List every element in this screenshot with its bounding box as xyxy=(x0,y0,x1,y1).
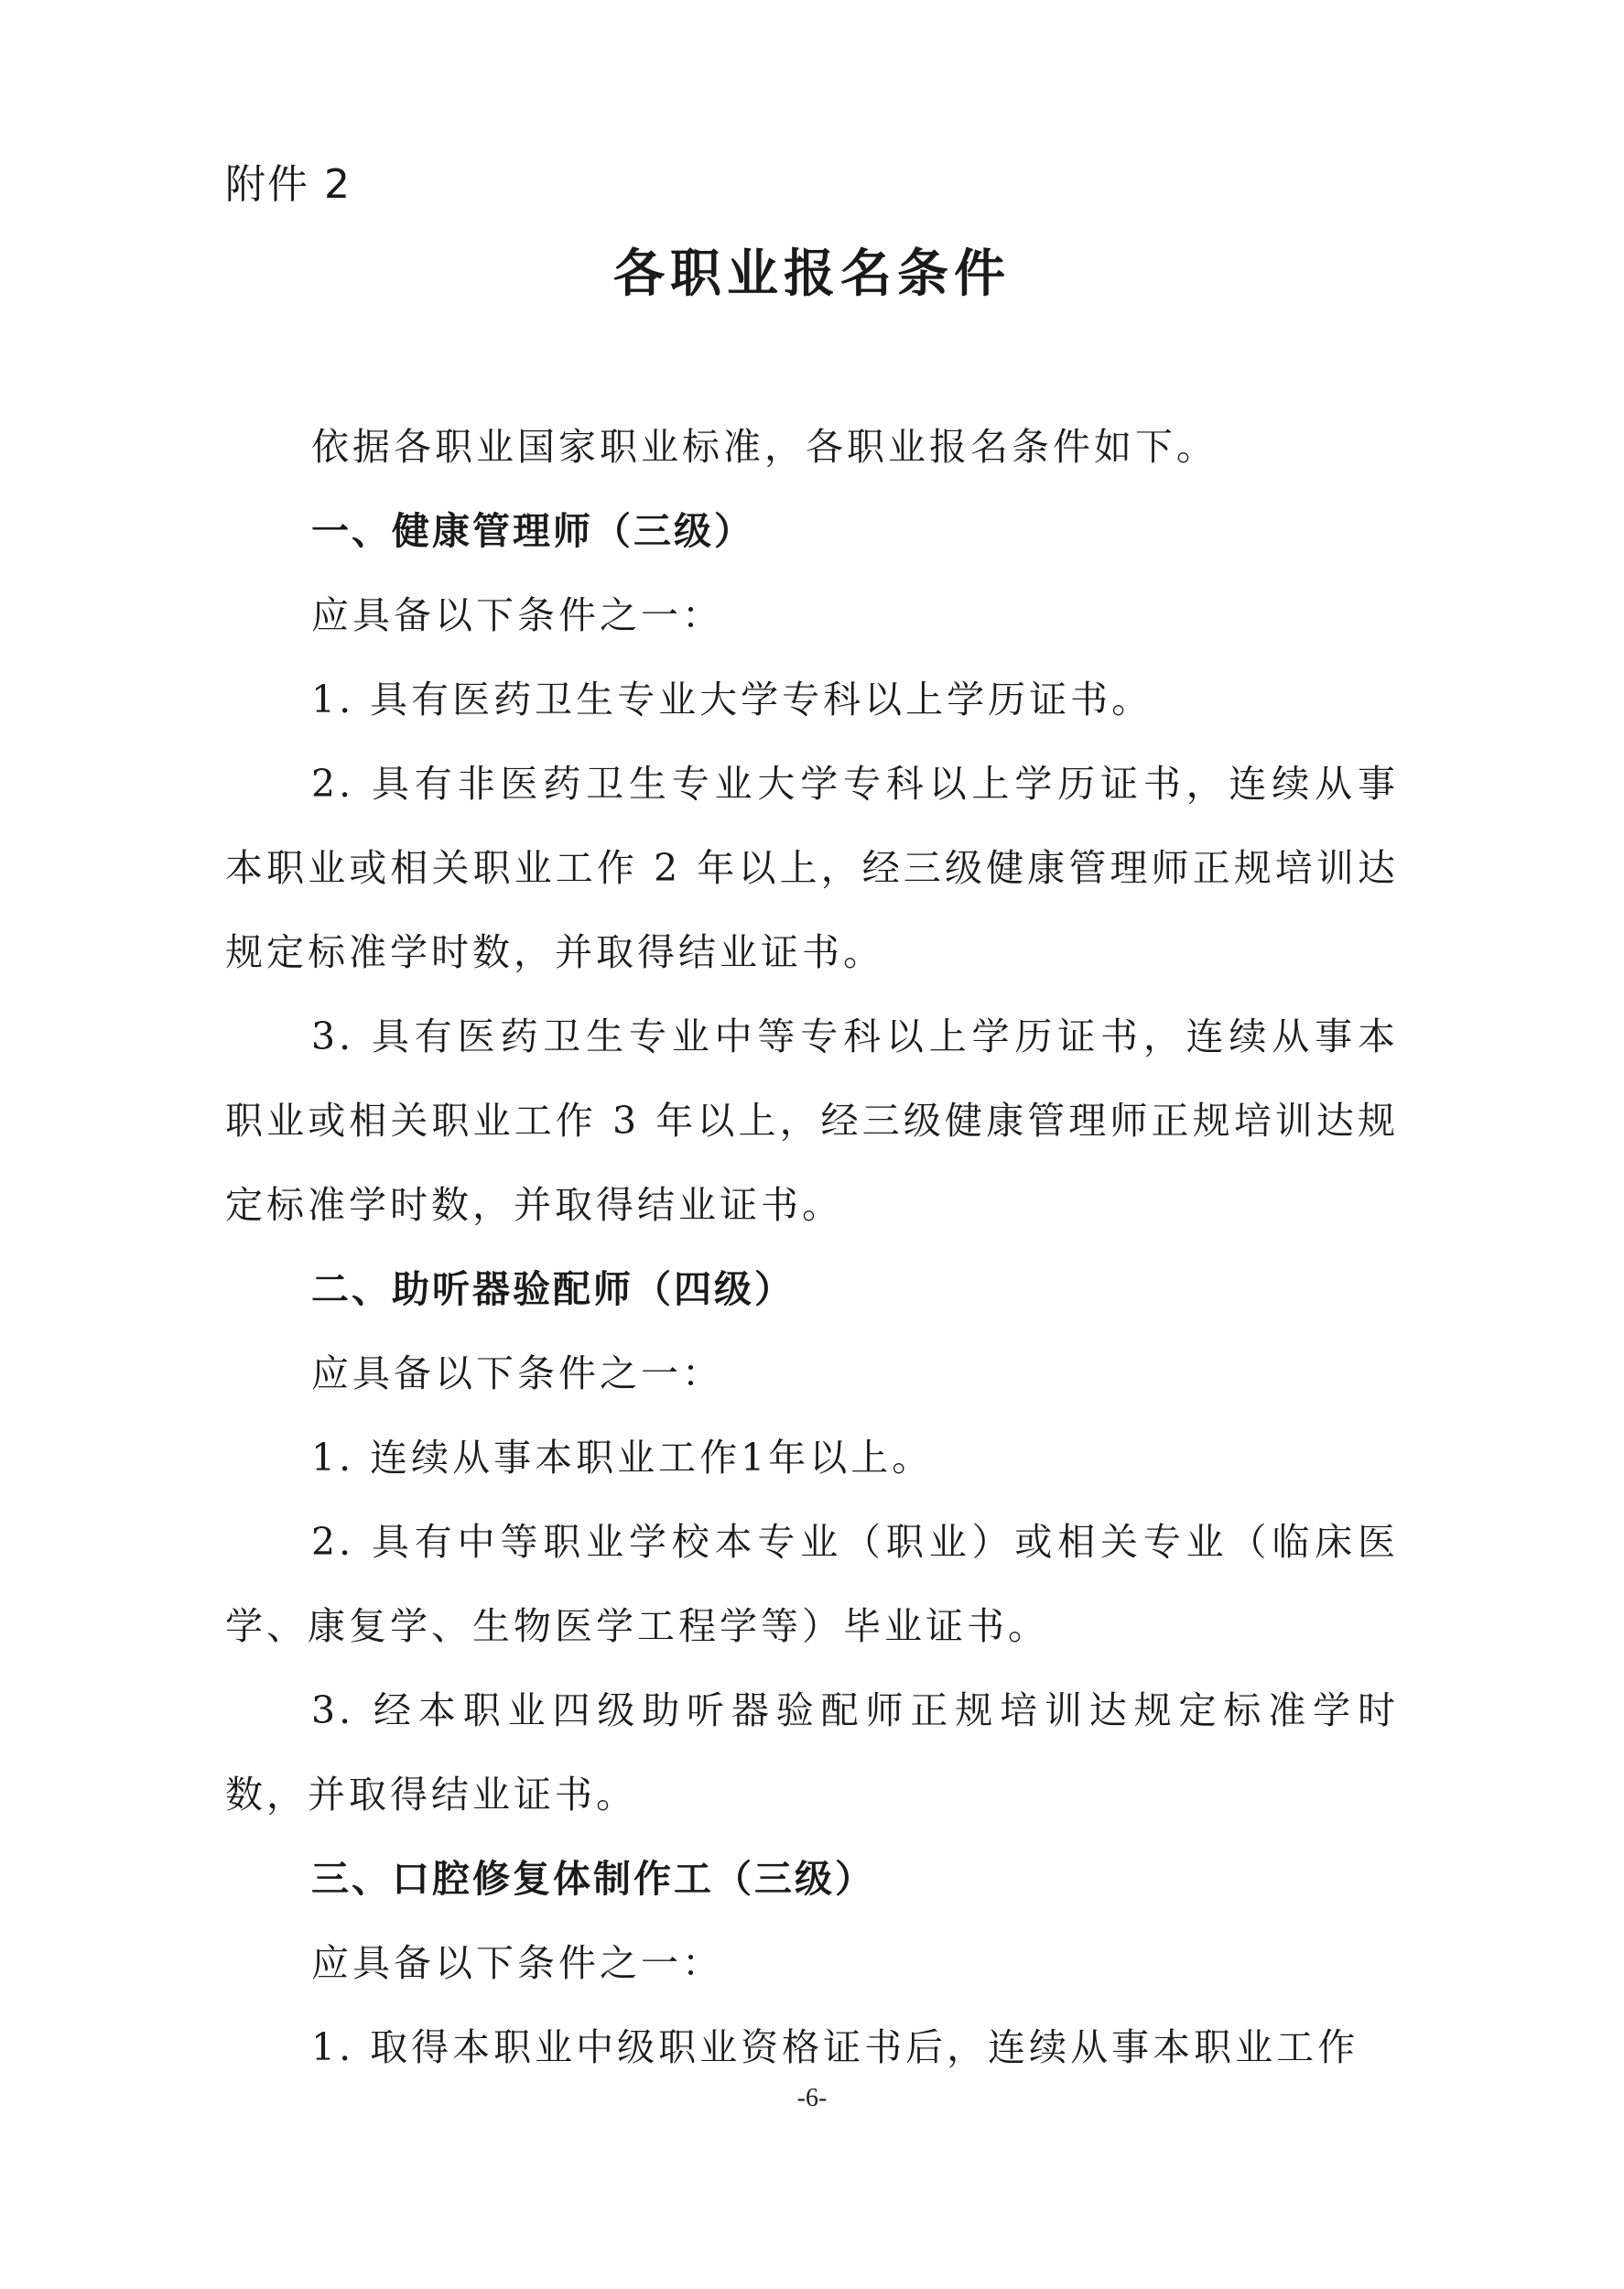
document-body xyxy=(225,405,1399,2089)
section-lead: 应具备以下条件之一： xyxy=(311,1941,723,1985)
section-lead: 应具备以下条件之一： xyxy=(311,593,723,637)
condition-item: 3. 经本职业四级助听器验配师正规培训达规定标准学时数，并取得结业证书。 xyxy=(225,1688,1399,1817)
annex-label: 附件 2 xyxy=(225,161,352,208)
condition-item: 1. 取得本职业中级职业资格证书后，连续从事本职业工作 xyxy=(311,2025,1359,2069)
section-heading-hearing-aid-fitter: 二、助听器验配师（四级） xyxy=(311,1267,795,1311)
condition-item: 2. 具有非医药卫生专业大学专科以上学历证书，连续从事本职业或相关职业工作 2 年以上，经三级健康管理师正规培训达规定标准学时数，并取得结业证书。 xyxy=(225,762,1399,974)
section-heading-dental-prosthesis-maker: 三、口腔修复体制作工（三级） xyxy=(311,1857,875,1901)
condition-item: 1. 连续从事本职业工作1年以上。 xyxy=(311,1436,934,1480)
page-number: -6- xyxy=(796,2084,828,2112)
condition-item: 1. 具有医药卫生专业大学专科以上学历证书。 xyxy=(311,678,1153,721)
document-title: 各职业报名条件 xyxy=(613,244,1011,304)
condition-item: 2. 具有中等职业学校本专业（职业）或相关专业（临床医学、康复学、生物医学工程学等）毕业证书。 xyxy=(225,1520,1399,1648)
condition-item: 3. 具有医药卫生专业中等专科以上学历证书，连续从事本职业或相关职业工作 3 年以上，经三级健康管理师正规培训达规定标准学时数，并取得结业证书。 xyxy=(225,1014,1399,1227)
section-lead: 应具备以下条件之一： xyxy=(311,1351,723,1395)
intro-paragraph: 依据各职业国家职业标准，各职业报名条件如下。 xyxy=(311,425,1218,469)
section-heading-health-manager: 一、健康管理师（三级） xyxy=(311,509,754,553)
